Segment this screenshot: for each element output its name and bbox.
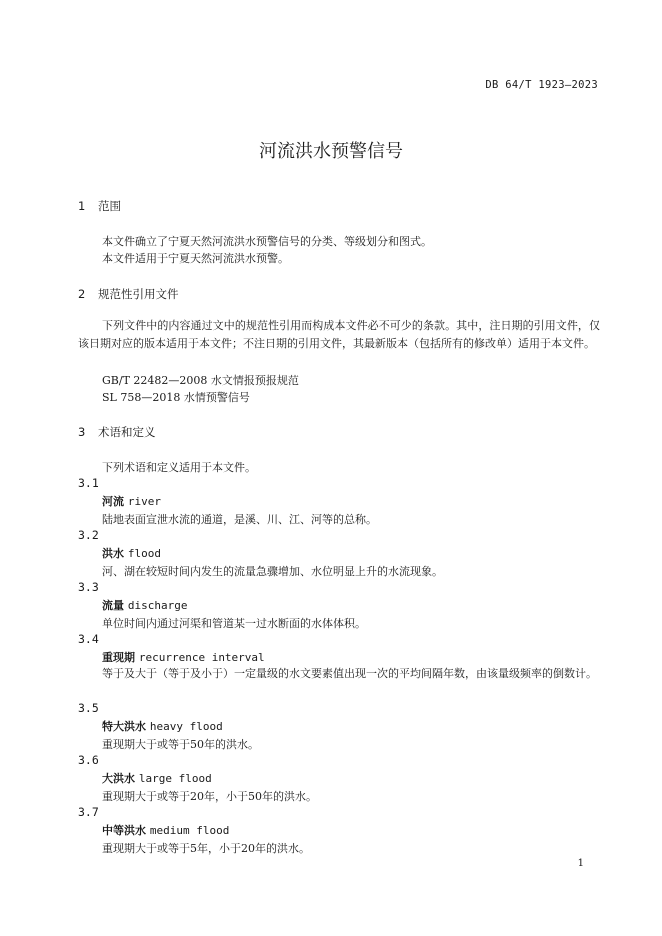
term-en: discharge bbox=[127, 599, 188, 612]
paragraph: 下列文件中的内容通过文中的规范性引用而构成本文件必不可少的条款。其中，注日期的引用文件，仅该日期对应的版本适用于本文件；不注日期的引用文件，其最新版本（包括所有的修改单）适用于本文件。 bbox=[78, 319, 600, 350]
term-zh: 大洪水 bbox=[102, 772, 135, 785]
term-en: large flood bbox=[138, 772, 212, 785]
paragraph: 本文件适用于宁夏天然河流洪水预警。 bbox=[102, 252, 289, 265]
term-number: 3.2 bbox=[78, 528, 99, 542]
term-title bbox=[102, 493, 161, 509]
term-zh: 特大洪水 bbox=[102, 720, 146, 733]
reference-item: GB/T 22482—2008 水文情报预报规范 bbox=[102, 374, 299, 387]
page-title: 河流洪水预警信号 bbox=[259, 141, 403, 162]
term-title bbox=[102, 822, 229, 838]
section-heading-normative-references bbox=[78, 286, 179, 302]
term-number: 3.7 bbox=[78, 805, 99, 819]
term-en: recurrence interval bbox=[138, 651, 265, 664]
term-definition: 等于及大于（等于及小于）一定量级的水文要素值出现一次的平均间隔年数，由该量级频率的倒数计。 bbox=[102, 667, 597, 680]
term-definition: 重现期大于或等于50年的洪水。 bbox=[102, 738, 259, 751]
section-number: 2 bbox=[78, 287, 86, 301]
term-number: 3.1 bbox=[78, 476, 99, 490]
term-en: river bbox=[127, 495, 161, 508]
section-heading-scope bbox=[78, 198, 121, 214]
section-heading-terms bbox=[78, 424, 156, 440]
term-zh: 流量 bbox=[102, 599, 124, 612]
document-number: DB 64/T 1923—2023 bbox=[485, 79, 598, 91]
term-title bbox=[102, 770, 212, 786]
section-number: 1 bbox=[78, 199, 86, 213]
term-zh: 洪水 bbox=[102, 547, 124, 560]
term-number: 3.5 bbox=[78, 701, 99, 715]
term-number: 3.6 bbox=[78, 753, 99, 767]
term-definition: 重现期大于或等于5年，小于20年的洪水。 bbox=[102, 842, 310, 855]
page-number: 1 bbox=[577, 858, 584, 869]
term-number: 3.3 bbox=[78, 580, 99, 594]
term-number: 3.4 bbox=[78, 632, 99, 646]
term-zh: 河流 bbox=[102, 495, 124, 508]
term-en: flood bbox=[127, 547, 161, 560]
term-definition: 单位时间内通过河渠和管道某一过水断面的水体体积。 bbox=[102, 617, 366, 630]
term-en: medium flood bbox=[149, 824, 230, 837]
term-definition: 河、湖在较短时间内发生的流量急骤增加、水位明显上升的水流现象。 bbox=[102, 565, 443, 578]
section-title: 术语和定义 bbox=[98, 425, 156, 439]
section-title: 规范性引用文件 bbox=[98, 287, 179, 301]
term-title bbox=[102, 597, 187, 613]
term-title bbox=[102, 718, 223, 734]
term-title bbox=[102, 649, 265, 665]
section-title: 范围 bbox=[98, 199, 121, 213]
reference-item: SL 758—2018 水情预警信号 bbox=[102, 391, 250, 404]
term-title bbox=[102, 545, 161, 561]
term-zh: 中等洪水 bbox=[102, 824, 146, 837]
term-en: heavy flood bbox=[149, 720, 223, 733]
term-zh: 重现期 bbox=[102, 651, 135, 664]
term-definition: 重现期大于或等于20年，小于50年的洪水。 bbox=[102, 790, 317, 803]
paragraph: 下列术语和定义适用于本文件。 bbox=[102, 461, 256, 474]
term-definition: 陆地表面宣泄水流的通道，是溪、川、江、河等的总称。 bbox=[102, 513, 377, 526]
section-number: 3 bbox=[78, 425, 86, 439]
paragraph: 本文件确立了宁夏天然河流洪水预警信号的分类、等级划分和图式。 bbox=[102, 235, 432, 248]
